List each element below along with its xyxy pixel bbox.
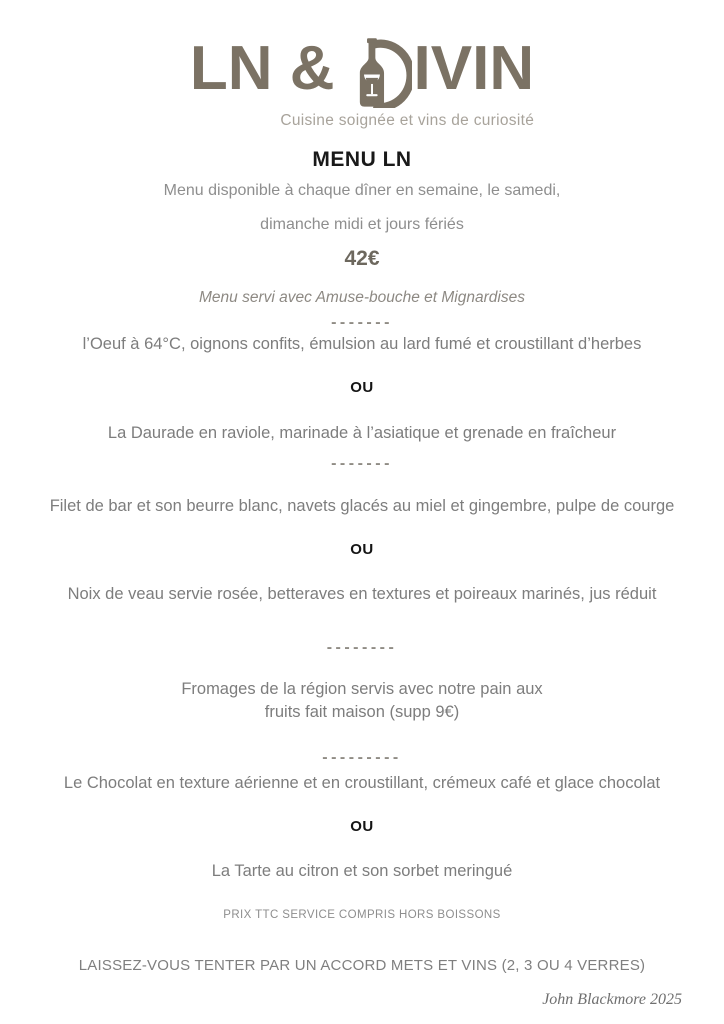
price-conditions-note: PRIX TTC SERVICE COMPRIS HORS BOISSONS <box>223 908 501 921</box>
logo-brand-suffix: IVIN <box>413 34 535 103</box>
signature: John Blackmore 2025 <box>542 990 682 1008</box>
menu-title: MENU LN <box>312 148 412 171</box>
dish-cheese-line-2: fruits fait maison (supp 9€) <box>264 703 460 722</box>
menu-price: 42€ <box>344 247 380 270</box>
dish-cheese <box>0 678 724 724</box>
dish-cheese-line-1: Fromages de la région servis avec notre pain aux <box>181 680 543 699</box>
availability-line-2: dimanche midi et jours fériés <box>260 216 464 233</box>
logo-block <box>189 34 535 130</box>
wine-pairing-note: LAISSEZ-VOUS TENTER PAR UN ACCORD METS ET VINS (2, 3 OU 4 VERRES) <box>78 956 646 974</box>
section-separator: ------- <box>331 455 393 473</box>
dish-starter-egg: l’Oeuf à 64°C, oignons confits, émulsion au lard fumé et croustillant d’herbes <box>82 335 642 353</box>
logo-brand-row <box>189 34 535 108</box>
service-note: Menu servi avec Amuse-bouche et Mignardises <box>199 289 525 306</box>
dish-main-veal: Noix de veau servie rosée, betteraves en textures et poireaux marinés, jus réduit <box>67 585 657 604</box>
or-divider: OU <box>350 379 374 397</box>
section-separator: -------- <box>326 639 398 657</box>
restaurant-logo <box>0 0 724 130</box>
section-separator: ------- <box>331 314 393 331</box>
dish-dessert-lemon-tart: La Tarte au citron et son sorbet meringué <box>211 861 513 880</box>
or-divider: OU <box>350 817 374 835</box>
dish-starter-daurade: La Daurade en raviole, marinade à l’asiatique et grenade en fraîcheur <box>107 424 617 443</box>
or-divider: OU <box>350 541 374 559</box>
section-separator: --------- <box>322 748 402 766</box>
logo-brand-prefix: LN & <box>189 34 335 103</box>
dish-dessert-chocolate: Le Chocolat en texture aérienne et en croustillant, crémeux café et glace chocolat <box>63 773 661 792</box>
dish-main-seabass: Filet de bar et son beurre blanc, navets glacés au miel et gingembre, pulpe de courge <box>49 497 675 516</box>
wine-bottle-icon <box>347 38 412 108</box>
availability-line-1: Menu disponible à chaque dîner en semaine, le samedi, <box>163 182 561 199</box>
logo-tagline: Cuisine soignée et vins de curiosité <box>280 112 535 129</box>
